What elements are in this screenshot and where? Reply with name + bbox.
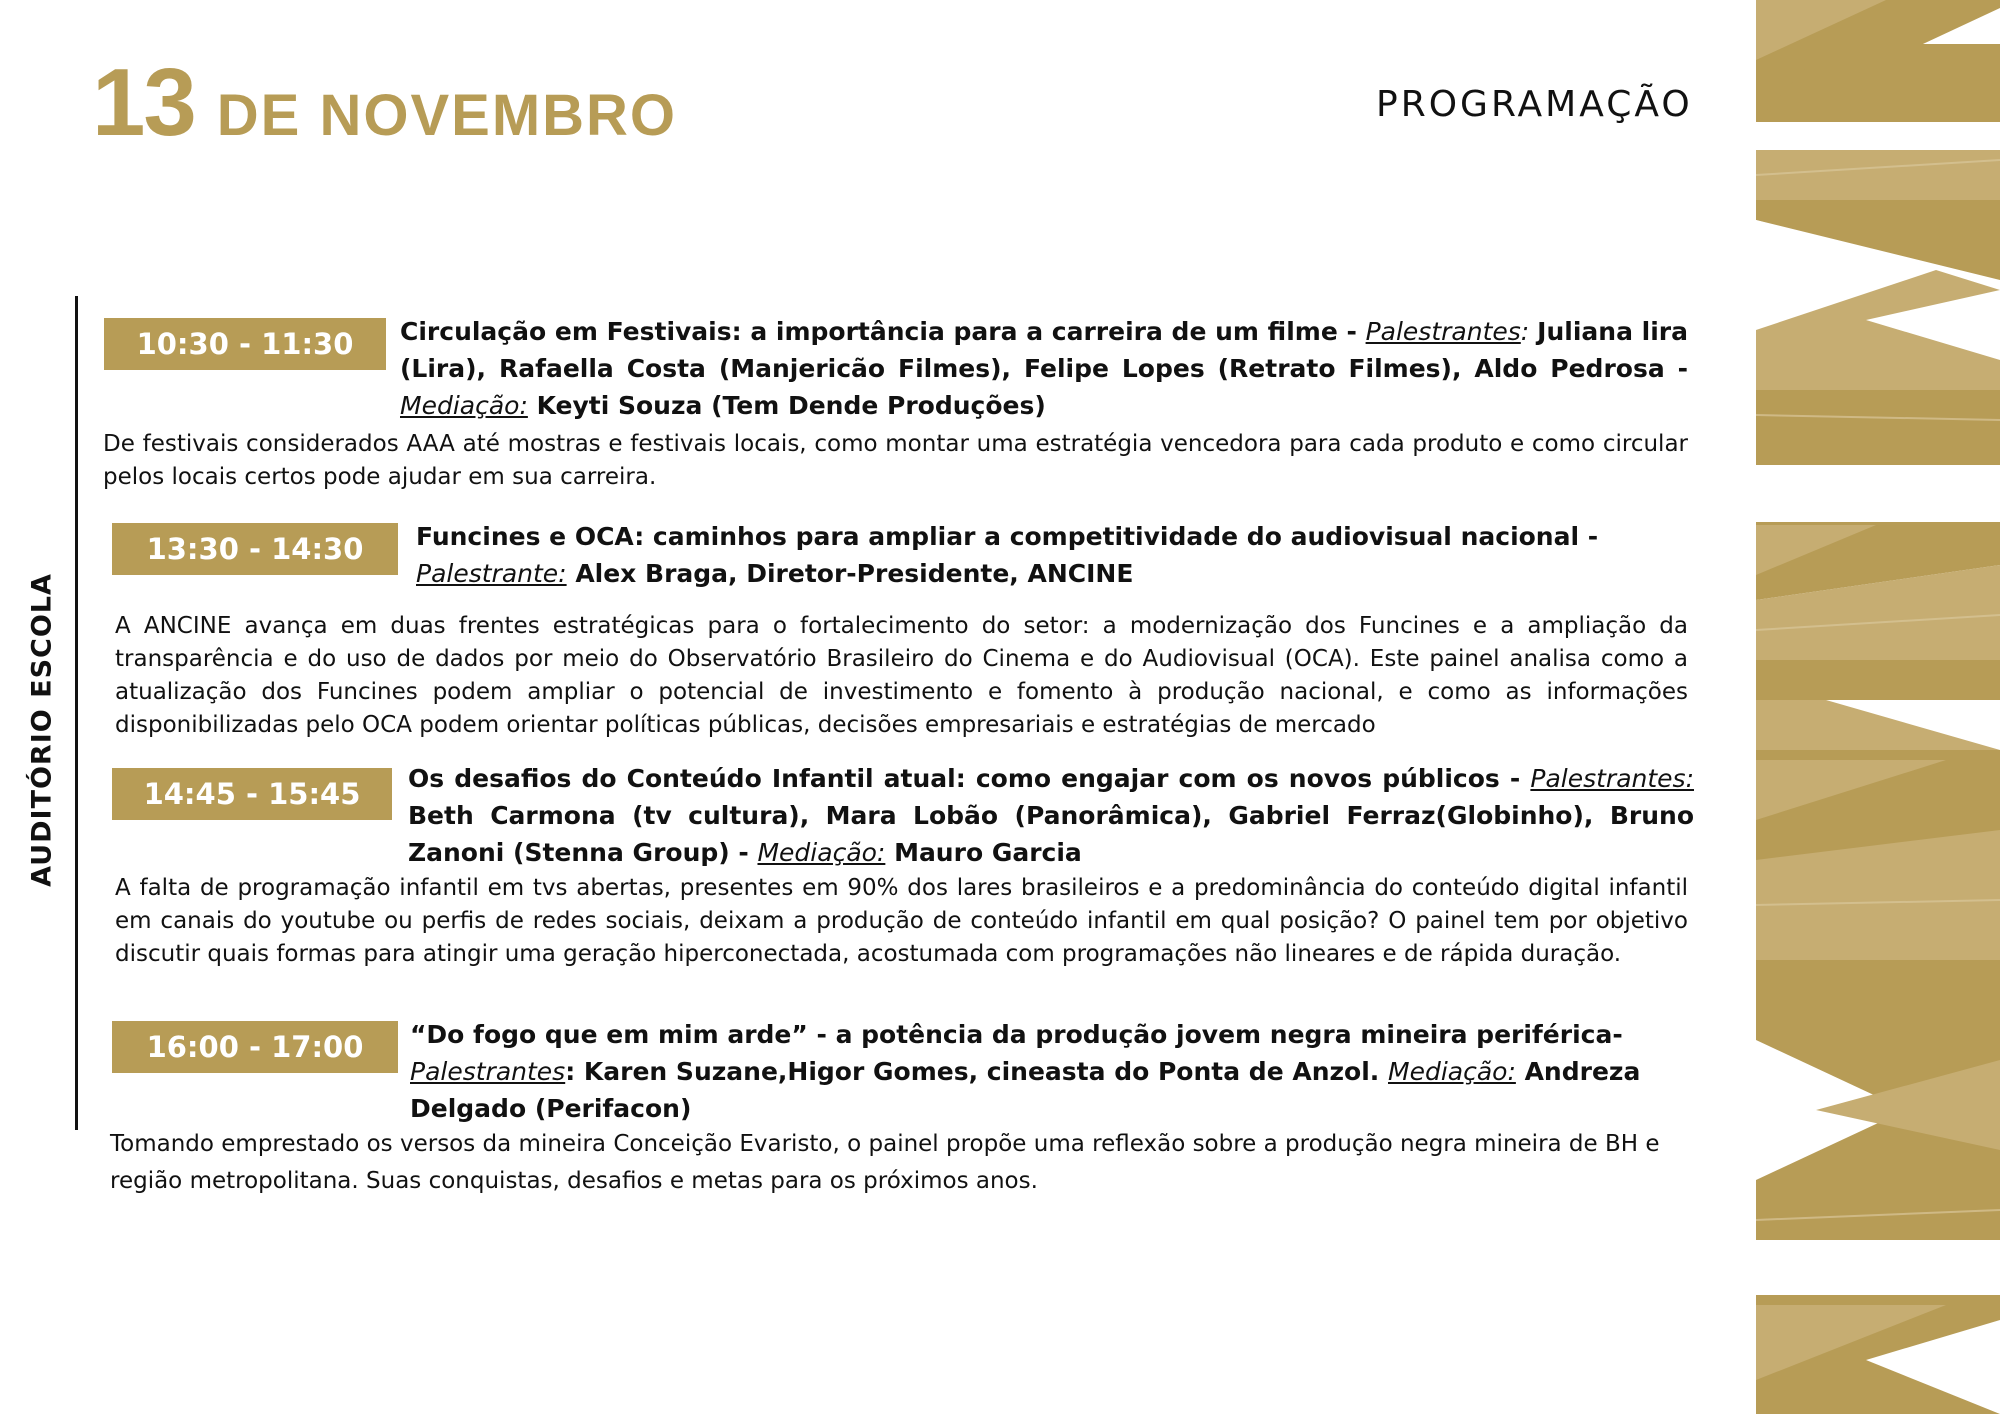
- speakers-role: Palestrantes:: [1530, 764, 1694, 793]
- session-description: A ANCINE avança em duas frentes estratégicas para o fortalecimento do setor: a modernização dos Funcines e a ampliação da transparência e do uso de dados por meio do Observatório Brasileiro do Cinema e do Audiovisual (OCA). Este painel analisa como a atualização dos Funcines podem ampliar o potencial de investimento e fomento à produção nacional, e como as informações disponibilizadas pelo OCA podem orientar políticas públicas, decisões empresariais e estratégias de mercado: [115, 613, 1688, 738]
- session-moderator: Mauro Garcia: [885, 838, 1082, 867]
- session-heading: [410, 1016, 1680, 1127]
- session-description: Tomando emprestado os versos da mineira Conceição Evaristo, o painel propõe uma reflexão sobre a produção negra mineira de BH e região metropolitana. Suas conquistas, desafios e metas para os próximos anos.: [110, 1131, 1660, 1194]
- decorative-pattern: [1756, 0, 2000, 1414]
- page-title: [92, 48, 677, 158]
- session-moderator: Andreza Delgado (Perifacon): [410, 1057, 1641, 1123]
- moderator-role: Mediação:: [757, 838, 886, 867]
- session-heading: [408, 760, 1694, 871]
- venue-label: [12, 573, 72, 887]
- session-heading: [400, 313, 1688, 424]
- moderator-role: Mediação:: [400, 391, 528, 420]
- speakers-role: Palestrante:: [416, 559, 567, 588]
- session-title: Os desafios do Conteúdo Infantil atual: como engajar com os novos públicos -: [408, 764, 1531, 793]
- title-month: DE NOVEMBRO: [216, 83, 678, 148]
- session-speakers: Juliana lira (Lira), Rafaella Costa (Manjericão Filmes), Felipe Lopes (Retrato Filmes), Aldo Pedrosa -: [400, 317, 1688, 383]
- speakers-role: Palestrantes: [410, 1057, 566, 1086]
- session-speakers: Alex Braga, Diretor-Presidente, ANCINE: [566, 559, 1134, 588]
- session-title: Circulação em Festivais: a importância para a carreira de um filme -: [400, 317, 1366, 346]
- session-speakers: : Karen Suzane,Higor Gomes, cineasta do Ponta de Anzol.: [565, 1057, 1388, 1086]
- speakers-role: Palestrantes: [1365, 317, 1521, 346]
- session-description: A falta de programação infantil em tvs abertas, presentes em 90% dos lares brasileiros e a predominância do conteúdo digital infantil em canais do youtube ou perfis de redes sociais, deixam a produção de conteúdo infantil em qual posição? O painel tem por objetivo discutir quais formas para atingir uma geração hiperconectada, acostumada com programações não lineares e de rápida duração.: [115, 875, 1688, 967]
- speakers-colon: :: [1520, 317, 1538, 346]
- session-time-badge: 16:00 - 17:00: [112, 1021, 398, 1073]
- session-title: Funcines e OCA: caminhos para ampliar a competitividade do audiovisual nacional -: [416, 522, 1599, 551]
- section-label: PROGRAMAÇÃO: [1376, 84, 1693, 125]
- moderator-role: Mediação:: [1388, 1057, 1516, 1086]
- session-title: “Do fogo que em mim arde” - a potência da produção jovem negra mineira periférica-: [410, 1020, 1623, 1049]
- session-heading: [416, 518, 1688, 592]
- session-time-badge: 10:30 - 11:30: [104, 318, 386, 370]
- session-speakers: Beth Carmona (tv cultura), Mara Lobão (Panorâmica), Gabriel Ferraz(Globinho), Bruno Zanoni (Stenna Group) -: [408, 801, 1694, 867]
- session-description: De festivais considerados AAA até mostras e festivais locais, como montar uma estratégia vencedora para cada produto e como circular pelos locais certos pode ajudar em sua carreira.: [103, 431, 1688, 490]
- venue-text: AUDITÓRIO ESCOLA: [26, 573, 58, 887]
- title-day: 13: [92, 49, 195, 156]
- session-time-badge: 14:45 - 15:45: [112, 768, 392, 820]
- session-time-badge: 13:30 - 14:30: [112, 523, 398, 575]
- side-divider: [75, 296, 78, 1130]
- session-moderator: Keyti Souza (Tem Dende Produções): [527, 391, 1046, 420]
